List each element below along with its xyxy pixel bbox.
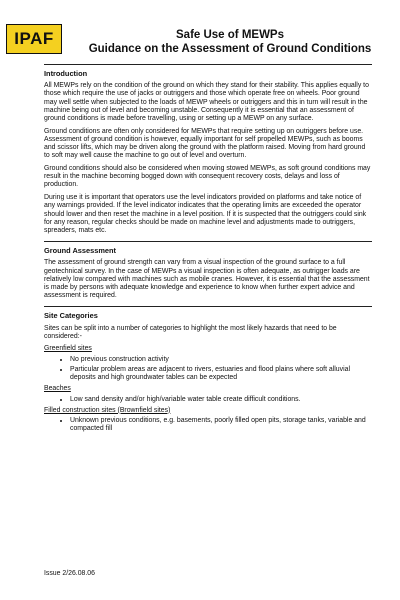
intro-paragraph-4: During use it is important that operators use the level indicators provided on platforms and take notice of any warnings provided. If the level indicator indicates that the operating limits are exceeded the operator should lower and then reset the machine in a level position. If it is suspected that the outriggers could sink for any reason, regular checks should be made on machine level and adjustments made to outriggers, spreaders, mats etc. — [44, 194, 367, 234]
list-item: • No previous construction activity — [70, 356, 372, 364]
section-divider — [44, 241, 372, 242]
assessment-heading: Ground Assessment — [44, 246, 117, 256]
document-title: Safe Use of MEWPs — [176, 29, 284, 41]
section-divider — [44, 306, 372, 307]
categories-heading: Site Categories — [44, 311, 98, 321]
document-body — [44, 64, 372, 436]
document-subtitle: Guidance on the Assessment of Ground Conditions — [88, 43, 372, 55]
intro-heading: Introduction — [44, 69, 88, 78]
logo-text: IPAF — [14, 29, 54, 48]
ipaf-logo — [6, 24, 62, 54]
document-header — [70, 28, 390, 56]
brownfield-list — [44, 417, 372, 433]
intro-paragraph-1: All MEWPs rely on the condition of the ground on which they stand for their stability. This applies equally to those which require the use of jacks or outriggers and those which operate free on wheels. Poor ground may well settle when subjected to the loads of MEWP wheels or outriggers and this in turn will result in the machine being out of level and becoming unstable. Consequently it is essential that an assessment of ground conditions is made before travelling, using or setting up a MEWP on any surface. — [44, 82, 369, 123]
issue-footer: Issue 2/26.08.06 — [44, 570, 95, 577]
brownfield-title: Filled construction sites (Brownfield sites) — [44, 406, 171, 414]
beaches-title: Beaches — [44, 385, 71, 393]
list-item: • Unknown previous conditions, e.g. basements, poorly filled open pits, storage tanks, variable and compacted fill — [70, 417, 372, 433]
list-item: • Low sand density and/or high/variable water table create difficult conditions. — [70, 396, 372, 404]
assessment-paragraph: The assessment of ground strength can vary from a visual inspection of the ground surface to a full geotechnical survey. In the case of MEWPs a visual inspection is often adequate, as outrigger loads are relatively low compared with machines such as mobile cranes. However, it is essential that the assessment is made by persons with adequate knowledge and experience to know when further expert advice and assessment is required. — [44, 259, 370, 300]
greenfield-list — [44, 356, 372, 383]
list-item: • Particular problem areas are adjacent to rivers, estuaries and flood plains where soft alluvial deposits and high groundwater tables can be expected — [70, 366, 372, 382]
intro-paragraph-3: Ground conditions should also be considered when moving stowed MEWPs, as soft ground conditions may result in the machine becoming bogged down with consequent recovery costs, delays and loss of production. — [44, 165, 371, 189]
greenfield-title: Greenfield sites — [44, 345, 92, 353]
intro-paragraph-2: Ground conditions are often only considered for MEWPs that require setting up on outriggers before use. Assessment of ground condition is however, equally important for self propelled MEWPs, such as booms and scissor lifts, which may be driven along the ground with the platform raised. Moving from hard ground to soft may well cause the machine to go out of level and overturn. — [44, 127, 366, 160]
categories-intro: Sites can be split into a number of categories to highlight the most likely hazards that need to be considered:- — [44, 324, 337, 340]
beaches-list — [44, 396, 372, 404]
